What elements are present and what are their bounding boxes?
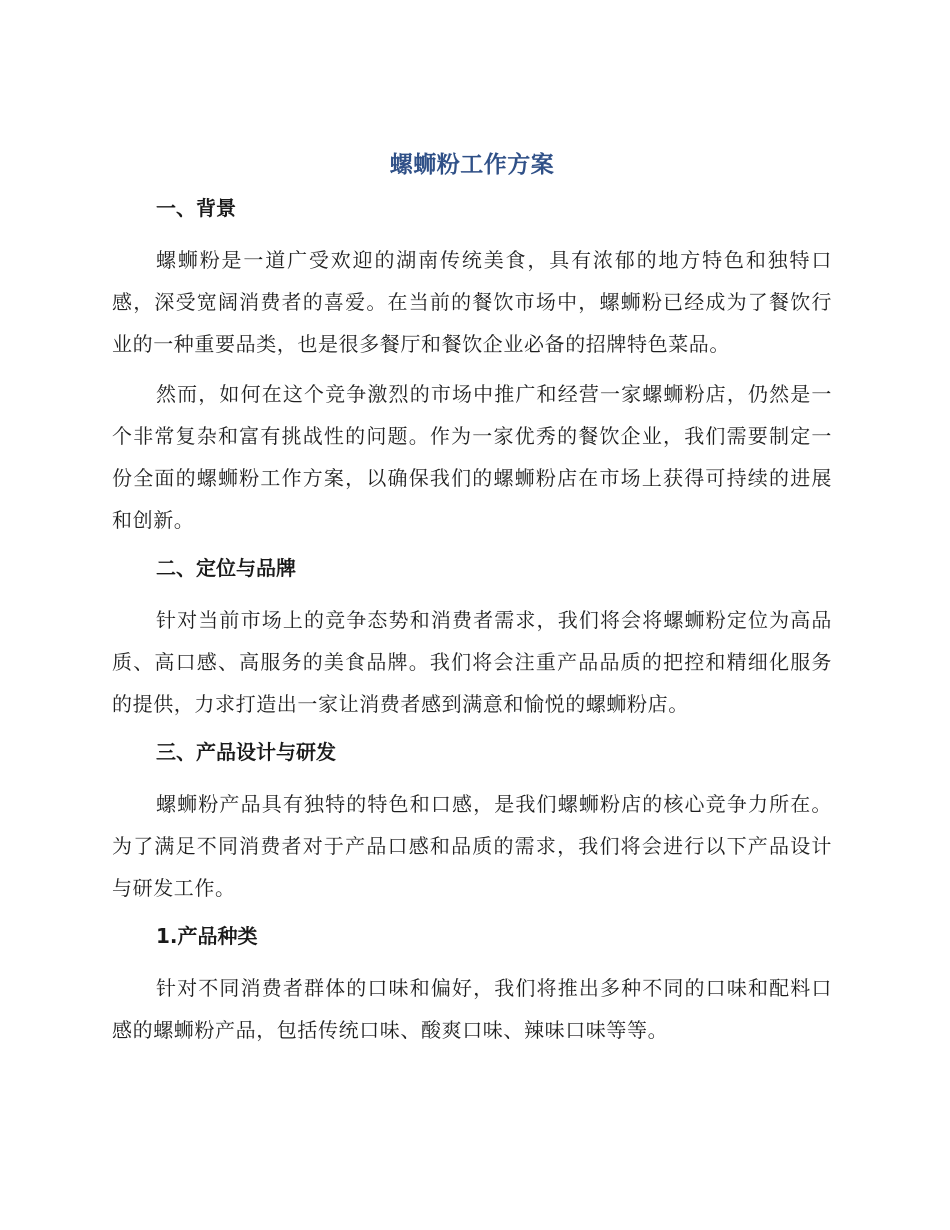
section-heading-positioning: 二、定位与品牌 — [156, 556, 296, 580]
paragraph-background-1: 螺蛳粉是一道广受欢迎的湖南传统美食，具有浓郁的地方特色和独特口感，深受宽阔消费者的喜爱。在当前的餐饮市场中，螺蛳粉已经成为了餐饮行业的一种重要品类，也是很多餐厅和餐饮企业必备的招牌特色菜品。 — [112, 248, 832, 356]
document-body — [112, 145, 832, 1059]
section-heading-product-design: 三、产品设计与研发 — [156, 740, 336, 764]
subsection-heading-product-types: 1.产品种类 — [156, 924, 258, 948]
paragraph-positioning: 针对当前市场上的竞争态势和消费者需求，我们将会将螺蛳粉定位为高品质、高口感、高服务的美食品牌。我们将会注重产品品质的把控和精细化服务的提供，力求打造出一家让消费者感到满意和愉悦的螺蛳粉店。 — [112, 608, 832, 716]
paragraph-product-types: 针对不同消费者群体的口味和偏好，我们将推出多种不同的口味和配料口感的螺蛳粉产品，包括传统口味、酸爽口味、辣味口味等等。 — [112, 976, 832, 1042]
document-title: 螺蛳粉工作方案 — [389, 152, 555, 178]
paragraph-background-2: 然而，如何在这个竞争激烈的市场中推广和经营一家螺蛳粉店，仍然是一个非常复杂和富有挑战性的问题。作为一家优秀的餐饮企业，我们需要制定一份全面的螺蛳粉工作方案，以确保我们的螺蛳粉店在市场上获得可持续的进展和创新。 — [112, 382, 832, 532]
paragraph-product-design: 螺蛳粉产品具有独特的特色和口感，是我们螺蛳粉店的核心竞争力所在。为了满足不同消费者对于产品口感和品质的需求，我们将会进行以下产品设计与研发工作。 — [112, 792, 832, 900]
section-heading-background: 一、背景 — [156, 196, 236, 220]
